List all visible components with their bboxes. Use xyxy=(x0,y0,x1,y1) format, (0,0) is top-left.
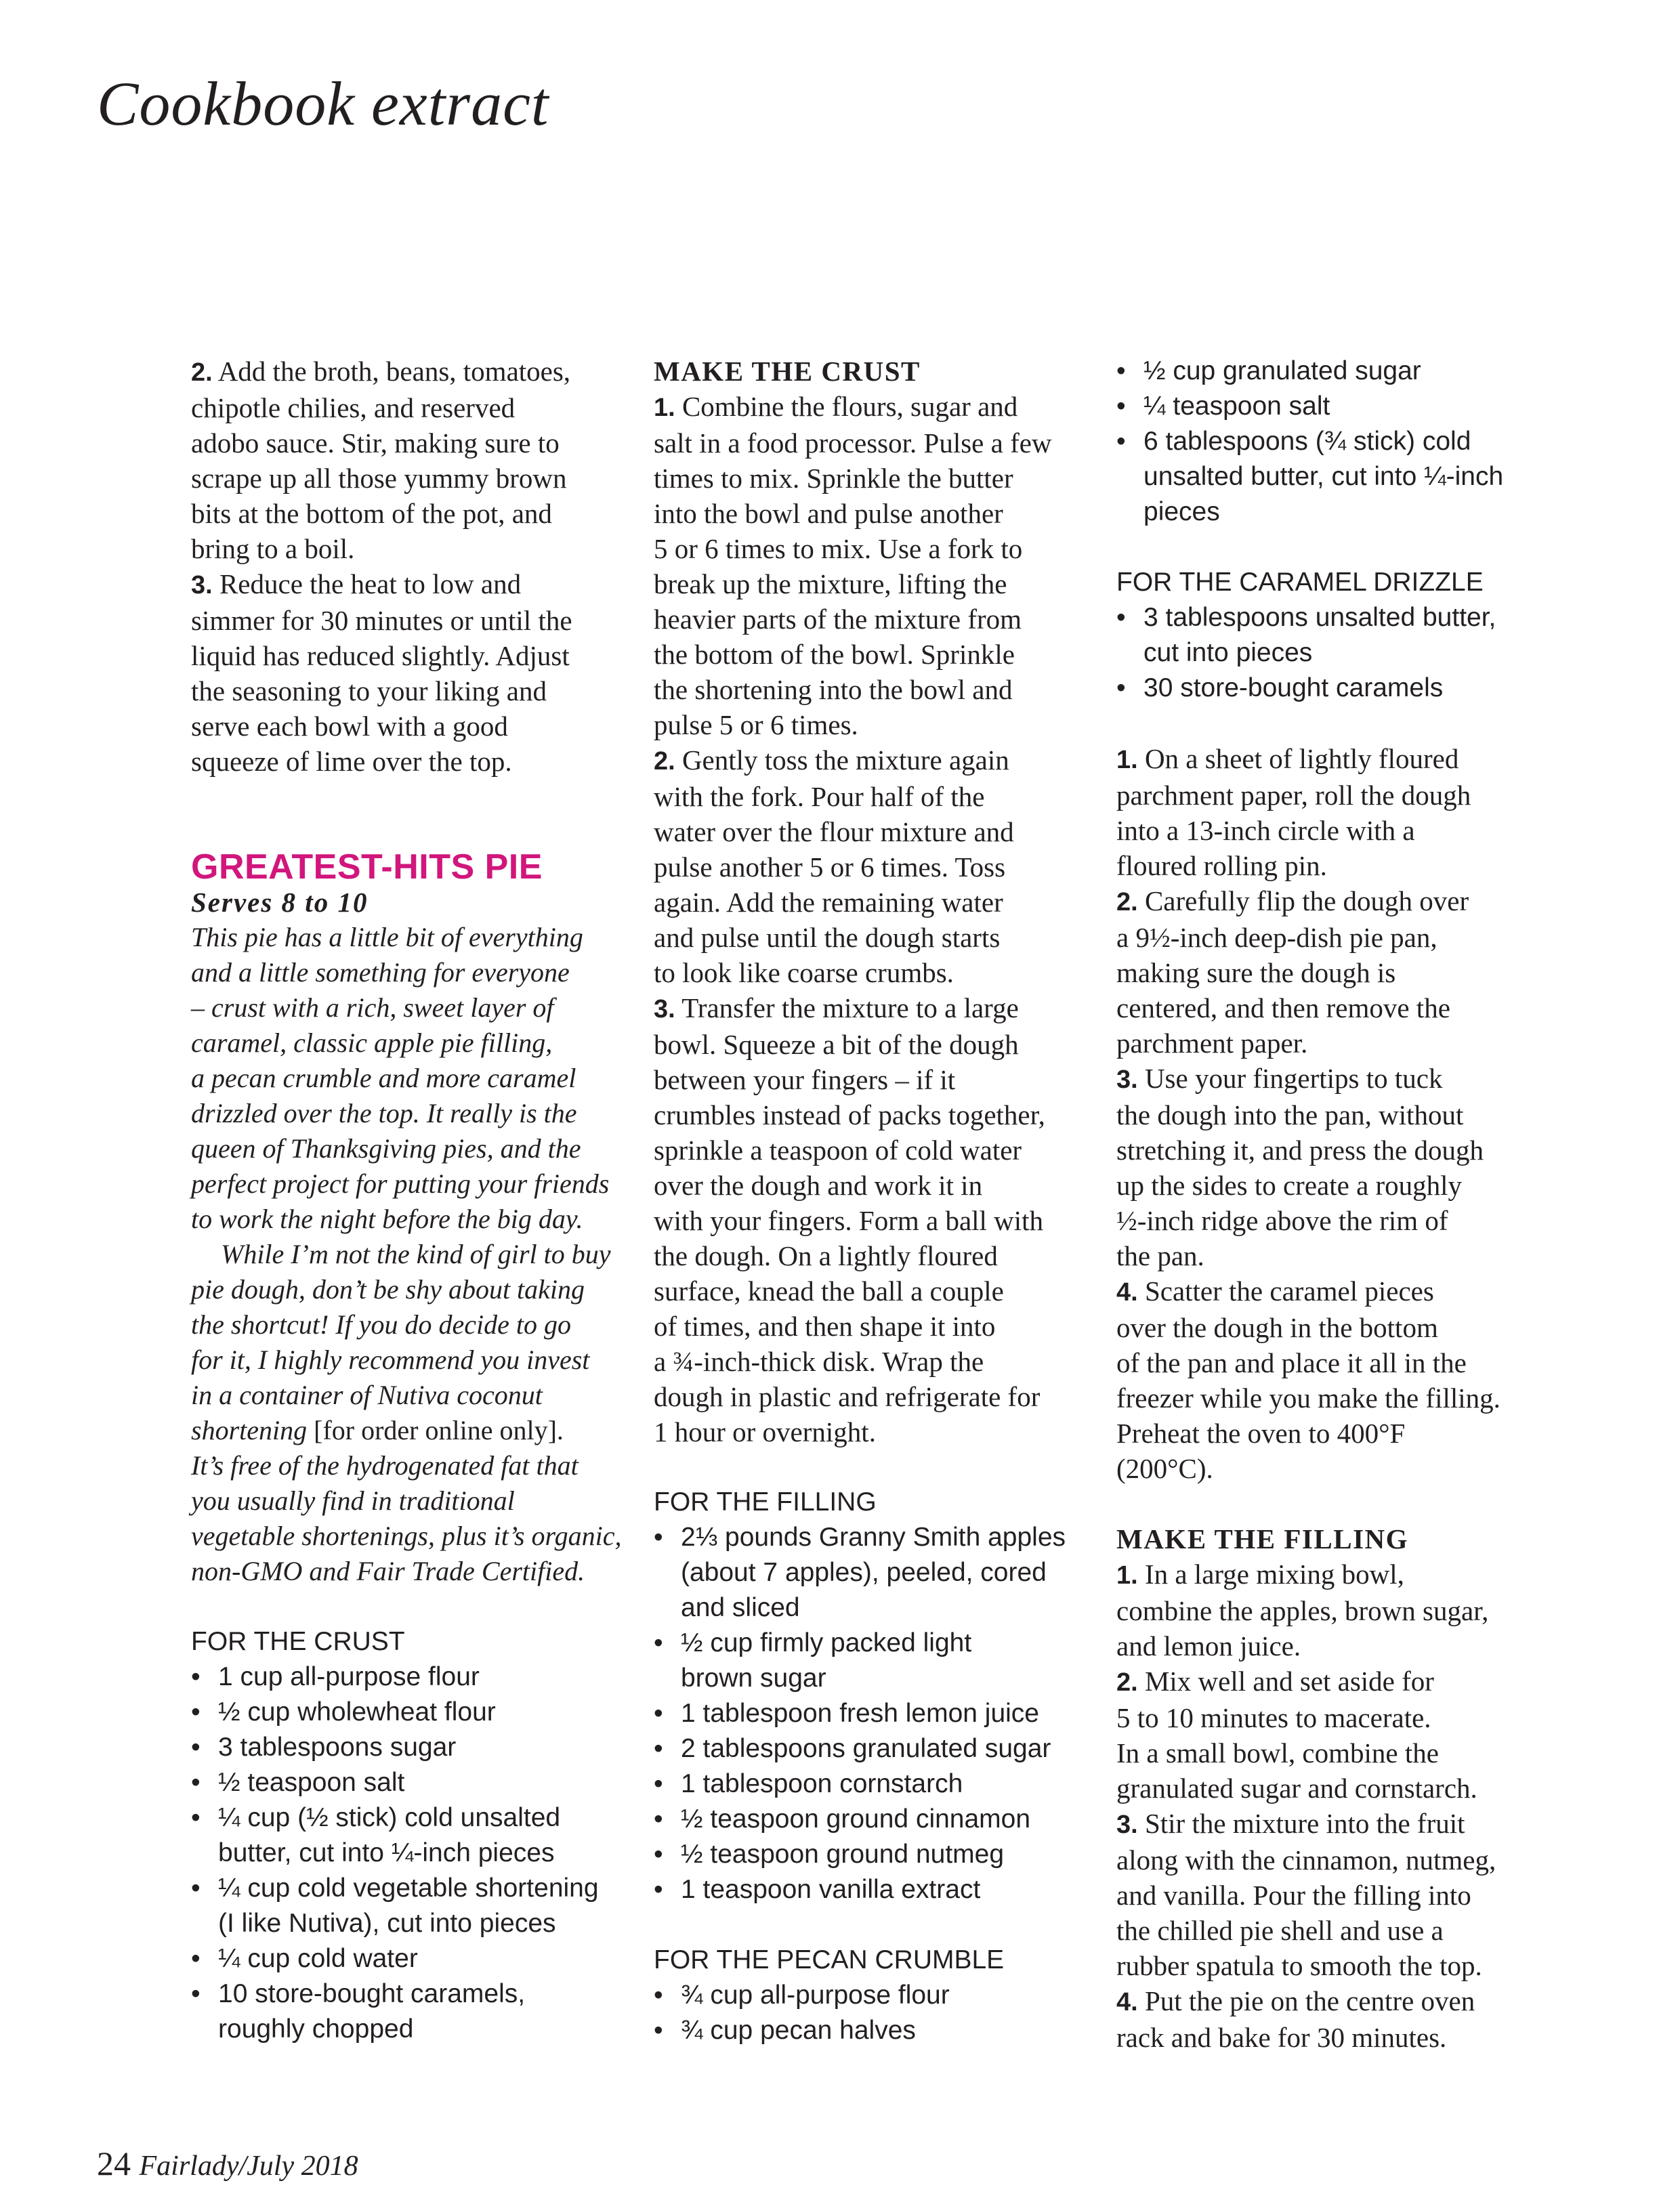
pecan-crumble-heading: FOR THE PECAN CRUMBLE xyxy=(654,1945,1005,1974)
step-number: 3. xyxy=(1116,1065,1138,1094)
method-step xyxy=(191,566,625,779)
step-text: 3. Use your fingertips to tuck the dough into the pan, without stretching it, and press the dough up the sides to create a roughly ½-inch ridge above the rim of the pan. xyxy=(1116,1063,1484,1271)
method-step xyxy=(1116,883,1550,1061)
ingredient-item: • 6 tablespoons (¾ stick) cold unsalted butter, cut into ¼-inch pieces xyxy=(1116,424,1550,530)
step-text: 1. Combine the flours, sugar and salt in a food processor. Pulse a few times to mix. Sprinkle the butter into the bowl and pulse another 5 or 6 times to mix. Use a fork to break up the mixture, lifting the heavier parts of the mixture from the bottom of the bowl. Sprinkle the shortening into the bowl and pulse 5 or 6 times. xyxy=(654,391,1052,740)
ingredient-item: • ¾ cup pecan halves xyxy=(654,2013,1091,2048)
filling-ingredients-heading: FOR THE FILLING xyxy=(654,1487,877,1517)
ingredient-item: • 1 teaspoon vanilla extract xyxy=(654,1872,1091,1907)
step-number: 4. xyxy=(1116,1988,1138,2016)
ingredient-item: • ½ cup wholewheat flour xyxy=(191,1695,625,1730)
filling-ingredients-list xyxy=(654,1520,1091,1907)
crust-ingredients-heading: FOR THE CRUST xyxy=(191,1627,405,1656)
step-number: 3. xyxy=(1116,1811,1138,1839)
ingredient-item: • 30 store-bought caramels xyxy=(1116,671,1550,706)
column-1 xyxy=(191,354,625,2047)
ingredient-item: • ½ teaspoon salt xyxy=(191,1765,625,1800)
method-step xyxy=(1116,1983,1550,2055)
make-filling-heading: MAKE THE FILLING xyxy=(1116,1523,1409,1554)
recipe-serves: Serves 8 to 10 xyxy=(191,887,369,918)
step-text: 4. Put the pie on the centre oven rack and bake for 30 minutes. xyxy=(1116,1985,1475,2053)
step-number: 2. xyxy=(654,747,675,776)
step-text: 1. On a sheet of lightly floured parchment paper, roll the dough into a 13-inch circle with a floured rolling pin. xyxy=(1116,743,1471,881)
pecan-crumble-list xyxy=(654,1978,1091,2048)
method-step xyxy=(654,990,1091,1450)
caramel-drizzle-heading: FOR THE CARAMEL DRIZZLE xyxy=(1116,568,1484,597)
step-number: 3. xyxy=(654,995,675,1023)
intro-lines: While I’m not the kind of girl to buy pie dough, don’t be shy about taking the shortcut! If you do decide to go for it, I highly recommend you invest in a container of Nutiva coconut xyxy=(191,1239,611,1410)
page-footer xyxy=(97,2143,358,2186)
step-text: 1. In a large mixing bowl, combine the apples, brown sugar, and lemon juice. xyxy=(1116,1559,1489,1662)
step-text: 4. Scatter the caramel pieces over the dough in the bottom of the pan and place it all in the freezer while you make the filling. Preheat the oven to 400°F (200°C). xyxy=(1116,1275,1500,1484)
step-number: 1. xyxy=(1116,746,1138,774)
page-number: 24 xyxy=(97,2144,131,2182)
method-step xyxy=(1116,1273,1550,1486)
ingredient-item: • 3 tablespoons sugar xyxy=(191,1730,625,1765)
method-step xyxy=(654,389,1091,742)
ingredient-item: • 2⅓ pounds Granny Smith apples (about 7 apples), peeled, cored and sliced xyxy=(654,1520,1091,1626)
make-crust-heading: MAKE THE CRUST xyxy=(654,356,921,387)
caramel-drizzle-list xyxy=(1116,600,1550,706)
recipe-intro xyxy=(191,920,625,1589)
method-step xyxy=(1116,741,1550,883)
ingredient-item: • 1 tablespoon fresh lemon juice xyxy=(654,1696,1091,1731)
ingredient-item: • ¾ cup all-purpose flour xyxy=(654,1978,1091,2013)
section-title: Cookbook extract xyxy=(97,69,549,138)
ingredient-item: • ½ teaspoon ground nutmeg xyxy=(654,1837,1091,1872)
step-text: 2. Mix well and set aside for 5 to 10 minutes to macerate. In a small bowl, combine the granulated sugar and cornstarch. xyxy=(1116,1666,1477,1804)
ingredient-item: • ½ teaspoon ground cinnamon xyxy=(654,1802,1091,1837)
step-text: 2. Add the broth, beans, tomatoes, chipotle chilies, and reserved adobo sauce. Stir, making sure to scrape up all those yummy brown bits at the bottom of the pot, and bring to a boil. xyxy=(191,356,571,564)
intro-paragraph xyxy=(191,1237,625,1589)
ingredient-item: • ¼ teaspoon salt xyxy=(1116,389,1550,424)
ingredient-item: • ¼ cup (½ stick) cold unsalted butter, cut into ¼-inch pieces xyxy=(191,1800,625,1871)
method-step xyxy=(191,354,625,566)
column-2 xyxy=(654,354,1091,2048)
method-step xyxy=(1116,1557,1550,1664)
intro-lines: It’s free of the hydrogenated fat that you usually find in traditional vegetable shortenings, plus it’s organic, non-GMO and Fair Trade Certified. xyxy=(191,1450,622,1586)
step-number: 1. xyxy=(1116,1561,1138,1590)
intro-upright-note: [for order online only]. xyxy=(307,1415,564,1445)
step-number: 3. xyxy=(191,571,213,599)
ingredient-item: • 1 cup all-purpose flour xyxy=(191,1659,625,1695)
step-number: 2. xyxy=(191,358,213,387)
step-text: 2. Gently toss the mixture again with the fork. Pour half of the water over the flour mixture and pulse another 5 or 6 times. Toss again. Add the remaining water and pulse until the dough starts to look like coarse crumbs. xyxy=(654,744,1014,988)
step-text: 3. Transfer the mixture to a large bowl. Squeeze a bit of the dough between your fingers – if it crumbles instead of packs together, sprinkle a teaspoon of cold water over the dough and work it in with your fingers. Form a ball with the dough. On a lightly floured surface, knead the ball a couple of times, and then shape it into a ¾-inch-thick disk. Wrap the dough in plastic and refrigerate for 1 hour or overnight. xyxy=(654,992,1045,1447)
publication-name: Fairlady/July 2018 xyxy=(139,2151,358,2182)
method-step xyxy=(1116,1664,1550,1806)
step-text: 3. Stir the mixture into the fruit along with the cinnamon, nutmeg, and vanilla. Pour the filling into the chilled pie shell and use a rubber spatula to smooth the top. xyxy=(1116,1808,1496,1981)
recipe-title: GREATEST-HITS PIE xyxy=(191,847,543,887)
step-text: 2. Carefully flip the dough over a 9½-inch deep-dish pie pan, making sure the dough is centered, and then remove the parchment paper. xyxy=(1116,885,1469,1059)
step-number: 1. xyxy=(654,394,675,422)
step-text: 3. Reduce the heat to low and simmer for 30 minutes or until the liquid has reduced slightly. Adjust the seasoning to your liking and serve each bowl with a good squeeze of lime over the top. xyxy=(191,568,572,777)
ingredient-item: • 2 tablespoons granulated sugar xyxy=(654,1731,1091,1767)
ingredient-item: • 10 store-bought caramels, roughly chopped xyxy=(191,1976,625,2047)
ingredient-item: • 3 tablespoons unsalted butter, cut into pieces xyxy=(1116,600,1550,671)
step-number: 2. xyxy=(1116,888,1138,916)
method-step xyxy=(1116,1061,1550,1273)
method-step xyxy=(1116,1806,1550,1983)
ingredient-item: • ¼ cup cold water xyxy=(191,1941,625,1976)
intro-italic-word: shortening xyxy=(191,1415,308,1445)
method-step xyxy=(654,742,1091,990)
ingredient-item: • ½ cup granulated sugar xyxy=(1116,354,1550,389)
ingredient-item: • 1 tablespoon cornstarch xyxy=(654,1767,1091,1802)
ingredient-item: • ½ cup firmly packed light brown sugar xyxy=(654,1626,1091,1696)
step-number: 2. xyxy=(1116,1668,1138,1697)
intro-paragraph: This pie has a little bit of everything and a little something for everyone – crust with a rich, sweet layer of caramel, classic apple pie filling, a pecan crumble and more caramel drizzled over the top. It really is the queen of Thanksgiving pies, and the perfect project for putting your friends to work the night before the big day. xyxy=(191,922,610,1234)
method-steps-continued xyxy=(191,354,625,779)
column-3 xyxy=(1116,354,1550,2055)
pecan-crumble-list-continued xyxy=(1116,354,1550,530)
crust-ingredients-list xyxy=(191,1659,625,2047)
step-number: 4. xyxy=(1116,1278,1138,1307)
ingredient-item: • ¼ cup cold vegetable shortening (I like Nutiva), cut into pieces xyxy=(191,1871,625,1941)
